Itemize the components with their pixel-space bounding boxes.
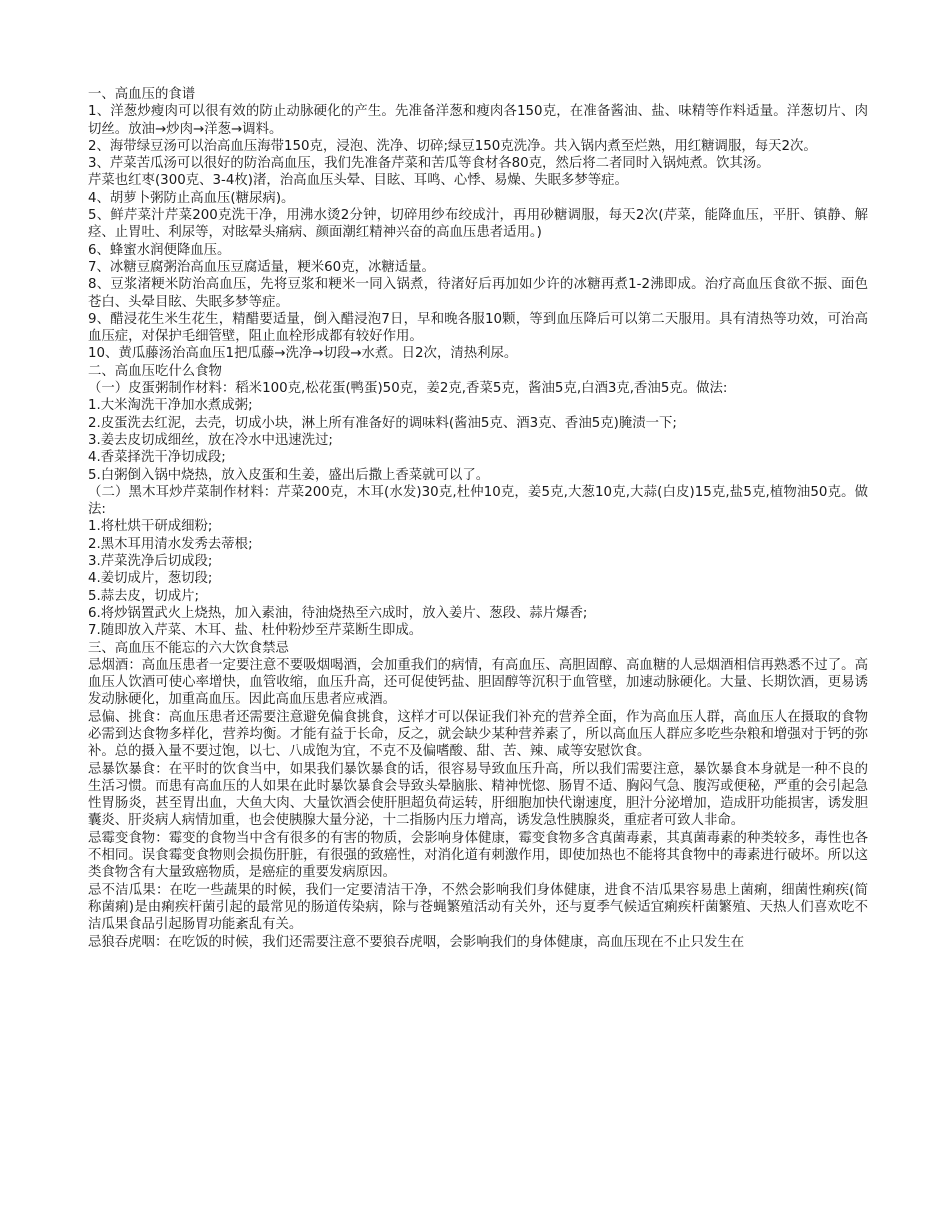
- recipe-item-5: 5、鲜芹菜汁芹菜200克洗干净，用沸水烫2分钟，切碎用纱布绞成汁，再用砂糖调服，每天2次(芹菜，能降血压，平肝、镇静、解痉、止胃吐、利尿等，对眩晕头痛病、颜面潮红精神兴奋的高血压患者适用。): [88, 208, 868, 241]
- dish-2-step-3: 3.芹菜洗净后切成段;: [88, 554, 213, 570]
- recipe-item-10: 10、黄瓜藤汤治高血压1把瓜藤→洗净→切段→水煮。日2次，清热利尿。: [88, 346, 518, 362]
- dish-1-ingredients: （一）皮蛋粥制作材料：稻米100克,松花蛋(鸭蛋)50克，姜2克,香菜5克，酱油5克,白酒3克,香油5克。做法:: [88, 381, 728, 397]
- dish-2-ingredients: （二）黑木耳炒芹菜制作材料：芹菜200克，木耳(水发)30克,杜仲10克，姜5克,大葱10克,大蒜(白皮)15克,盐5克,植物油50克。做法:: [88, 484, 868, 518]
- dish-2-step-6: 6.将炒锅置武火上烧热，加入素油，待油烧热至六成时，放入姜片、葱段、蒜片爆香;: [88, 605, 588, 621]
- taboo-paragraph-gobbling: 忌狼吞虎咽：在吃饭的时候，我们还需要注意不要狼吞虎咽，会影响我们的身体健康，高血压现在不止只发生在: [88, 934, 745, 950]
- recipe-item-2: 2、海带绿豆汤可以治高血压海带150克，浸泡、洗净、切碎;绿豆150克洗净。共入锅内煮至烂熟，用红糖调服，每天2次。: [88, 138, 817, 154]
- section-heading-taboos: 三、高血压不能忘的六大饮食禁忌: [88, 640, 289, 656]
- dish-2-step-2: 2.黑木耳用清水发秀去蒂根;: [88, 536, 253, 552]
- recipe-item-3: 3、芹菜苦瓜汤可以很好的防治高血压，我们先准备芹菜和苦瓜等食材各80克，然后将二者同时入锅炖煮。饮其汤。: [88, 156, 770, 172]
- dish-2-step-7: 7.随即放入芹菜、木耳、盐、杜仲粉炒至芹菜断生即成。: [88, 623, 423, 639]
- taboo-paragraph-moldy: 忌霉变食物：霉变的食物当中含有很多的有害的物质，会影响身体健康，霉变食物多含真菌毒素，其真菌毒素的种类较多，毒性也各不相同。误食霉变食物则会损伤肝脏，有很强的致癌性，对消化道有刺激作用，即使加热也不能将其食物中的毒素进行破坏。所以这类食物含有大量致癌物质，是癌症的重要发病原因。: [88, 830, 868, 881]
- dish-1-step-3: 3.姜去皮切成细丝，放在冷水中迅速洗过;: [88, 432, 333, 448]
- recipe-item-7: 7、冰糖豆腐粥治高血压豆腐适量，粳米60克，冰糖适量。: [88, 259, 435, 275]
- dish-2-step-5: 5.蒜去皮，切成片;: [88, 588, 200, 604]
- dish-1-step-1: 1.大米淘洗干净加水煮成粥;: [88, 398, 253, 414]
- dish-2-step-4: 4.姜切成片，葱切段;: [88, 571, 213, 587]
- recipe-item-1: 1、洋葱炒瘦肉可以很有效的防止动脉硬化的产生。先准备洋葱和瘦肉各150克，在准备酱油、盐、味精等作料适量。洋葱切片、肉切丝。放油→炒肉→洋葱→调料。: [88, 104, 868, 137]
- taboo-paragraph-unclean-fruit: 忌不洁瓜果：在吃一些蔬果的时候，我们一定要清洁干净，不然会影响我们身体健康，进食不洁瓜果容易患上菌痢，细菌性痢疾(简称菌痢)是由痢疾杆菌引起的最常见的肠道传染病，除与苍蝇繁殖活动有关外，还与夏季气候适宜痢疾杆菌繁殖、天热人们喜欢吃不洁瓜果食品引起肠胃功能紊乱有关。: [88, 882, 868, 933]
- section-heading-foods: 二、高血压吃什么食物: [88, 363, 222, 379]
- section-heading-recipes: 一、高血压的食谱: [88, 87, 196, 102]
- taboo-paragraph-picky: 忌偏、挑食：高血压患者还需要注意避免偏食挑食，这样才可以保证我们补充的营养全面，作为高血压人群，高血压人在摄取的食物必需到达食物多样化，营养均衡。才能有益于长命，反之，就会缺少某种营养素了，所以高血压人群应多吃些杂粮和增强对于钙的弥补。总的摄入量不要过饱，以七、八成饱为宜，不克不及偏嗜酸、甜、苦、辣、咸等安慰饮食。: [88, 709, 868, 760]
- recipe-item-9: 9、醋浸花生米生花生，精醋要适量，倒入醋浸泡7日，早和晚各服10颗，等到血压降后可以第二天服用。具有清热等功效，可治高血压症，对保护毛细管壁，阻止血栓形成都有较好作用。: [88, 311, 868, 345]
- dish-1-step-4: 4.香菜择洗干净切成段;: [88, 450, 226, 466]
- recipe-item-4: 4、胡萝卜粥防止高血压(糖尿病)。: [88, 190, 295, 206]
- dish-1-step-5: 5.白粥倒入锅中烧热，放入皮蛋和生姜，盛出后撒上香菜就可以了。: [88, 467, 490, 483]
- document-body: [88, 86, 868, 951]
- dish-1-step-2: 2.皮蛋洗去红泥，去壳，切成小块，淋上所有准备好的调味料(酱油5克、酒3克、香油5克)腌渍一下;: [88, 415, 677, 431]
- recipe-item-6: 6、蜂蜜水润便降血压。: [88, 242, 231, 258]
- dish-2-step-1: 1.将杜烘干研成细粉;: [88, 519, 213, 535]
- recipe-item-3-note: 芹菜也红枣(300克、3-4枚)渚，治高血压头晕、目眩、耳鸣、心悸、易燥、失眠多梦等症。: [88, 173, 628, 189]
- recipe-item-8: 8、豆浆渚粳米防治高血压，先将豆浆和粳米一同入锅煮，待渚好后再加如少许的冰糖再煮1-2沸即成。治疗高血压食欲不振、面色苍白、头晕目眩、失眠多梦等症。: [88, 277, 868, 310]
- taboo-paragraph-overeating: 忌暴饮暴食：在平时的饮食当中，如果我们暴饮暴食的话，很容易导致血压升高，所以我们需要注意，暴饮暴食本身就是一种不良的生活习惯。而患有高血压的人如果在此时暴饮暴食会导致头晕脑胀、精神恍惚、肠胃不适、胸闷气急、腹泻或便秘，严重的会引起急性胃肠炎，甚至胃出血，大鱼大肉、大量饮酒会使肝胆超负荷运转，肝细胞加快代谢速度，胆汁分泌增加，造成肝功能损害，诱发胆囊炎、肝炎病人病情加重，也会使胰腺大量分泌，十二指肠内压力增高，诱发急性胰腺炎，重症者可致人非命。: [88, 761, 868, 829]
- taboo-paragraph-smoking: 忌烟酒：高血压患者一定要注意不要吸烟喝酒，会加重我们的病情，有高血压、高胆固醇、高血糖的人忌烟酒相信再熟悉不过了。高血压人饮酒可使心率增快，血管收缩，血压升高，还可促使钙盐、胆固醇等沉积于血管壁，加速动脉硬化。大量、长期饮酒，更易诱发动脉硬化，加重高血压。因此高血压患者应戒酒。: [88, 657, 868, 708]
